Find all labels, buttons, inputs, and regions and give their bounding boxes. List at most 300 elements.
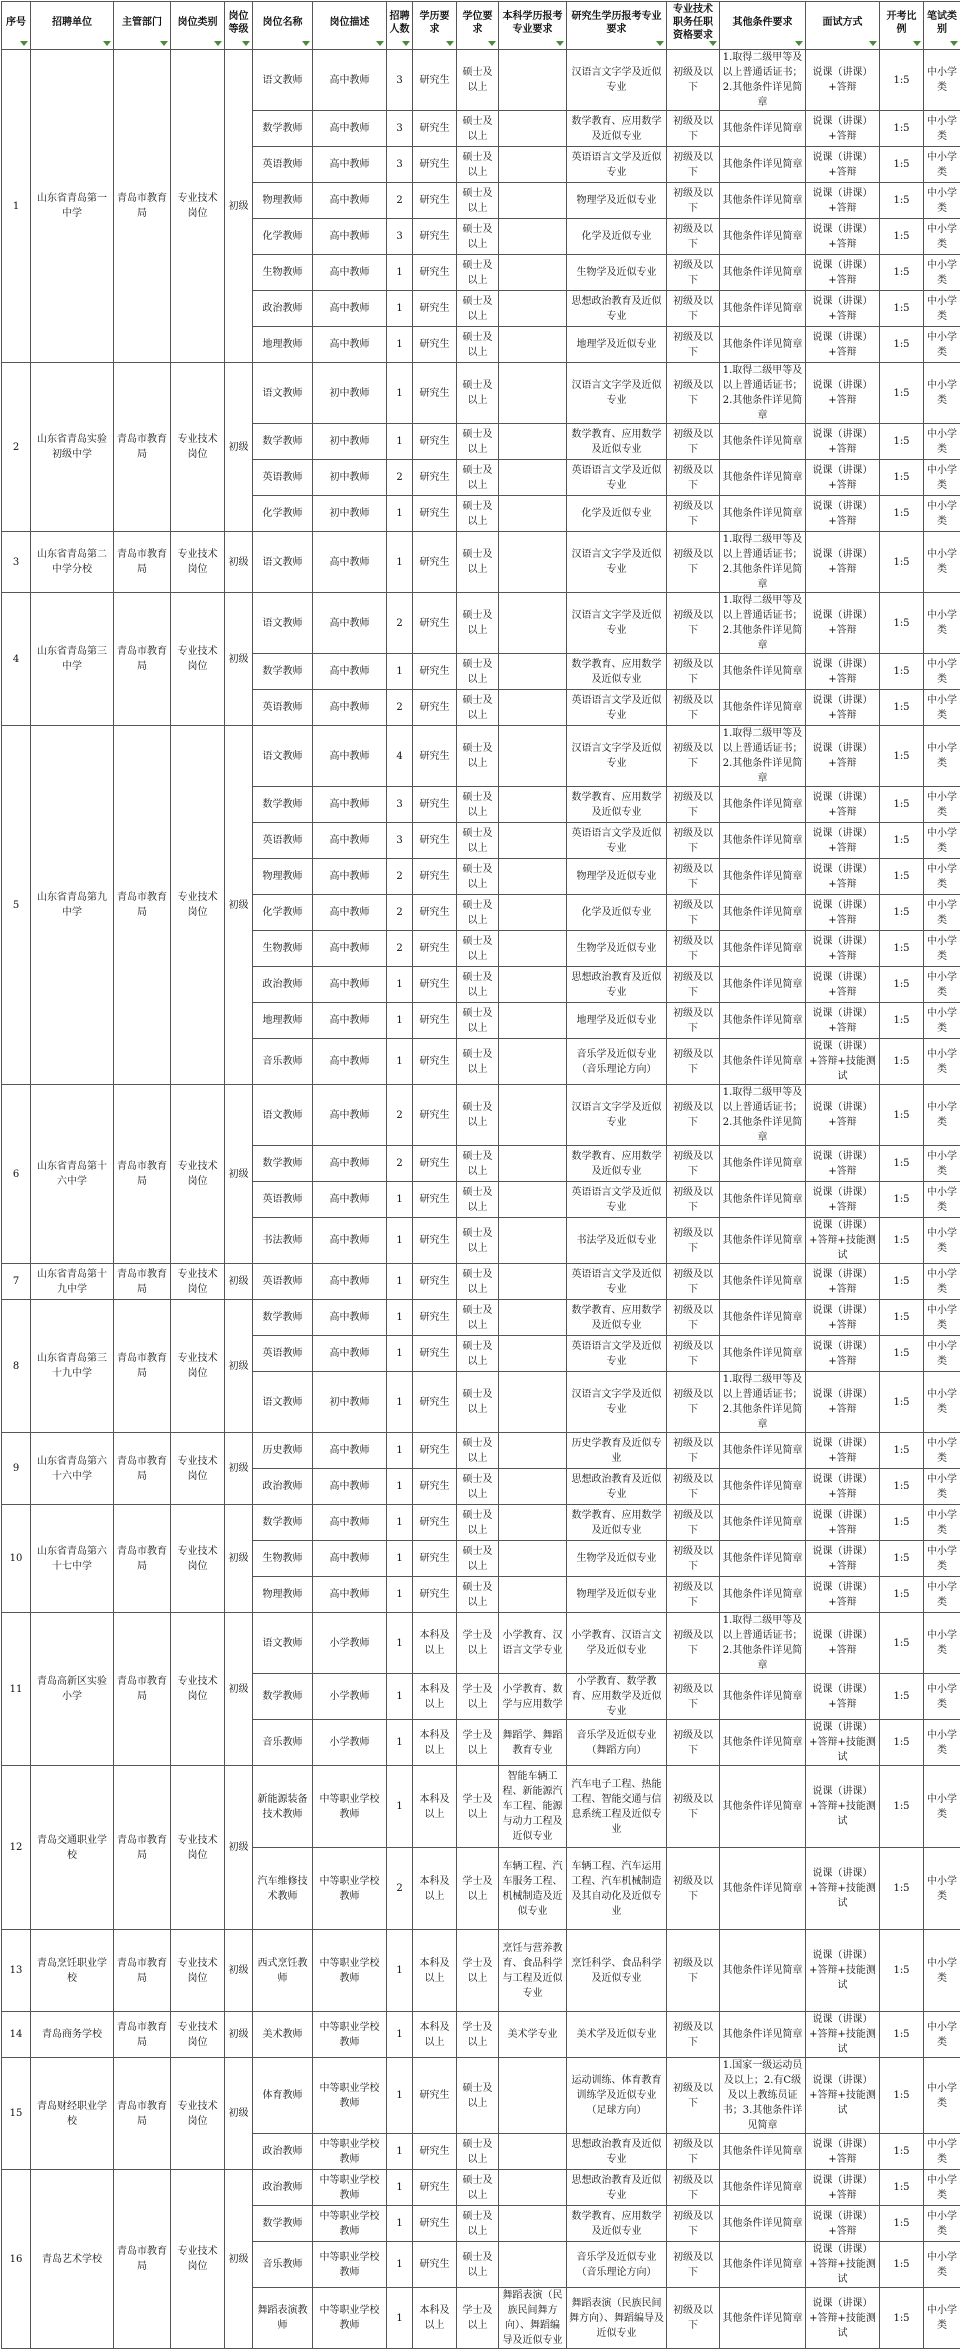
undergrad-major-cell bbox=[499, 1469, 567, 1505]
serial-no-cell: 7 bbox=[2, 1264, 31, 1300]
other-requirements-cell: 其他条件详见简章 bbox=[720, 967, 806, 1003]
exam-ratio-cell: 1:5 bbox=[880, 823, 924, 859]
degree-cell: 硕士及以上 bbox=[457, 327, 499, 363]
position-desc-cell: 高中教师 bbox=[313, 823, 387, 859]
headcount-cell: 1 bbox=[387, 424, 413, 460]
exam-ratio-cell: 1:5 bbox=[880, 2134, 924, 2170]
headcount-cell: 1 bbox=[387, 654, 413, 690]
position-level-cell: 初级 bbox=[225, 1300, 253, 1433]
position-name-cell: 历史教师 bbox=[253, 1433, 313, 1469]
postgrad-major-cell: 汉语言文字学及近似专业 bbox=[567, 50, 667, 111]
education-cell: 本科及以上 bbox=[413, 2012, 457, 2058]
exam-category-cell: 中小学类 bbox=[924, 1613, 960, 1674]
other-requirements-cell: 其他条件详见简章 bbox=[720, 931, 806, 967]
degree-cell: 硕士及以上 bbox=[457, 1182, 499, 1218]
other-requirements-cell: 1.取得二级甲等及以上普通话证书；2.其他条件详见简章 bbox=[720, 1372, 806, 1433]
position-desc-cell: 高中教师 bbox=[313, 787, 387, 823]
position-name-cell: 数学教师 bbox=[253, 424, 313, 460]
exam-ratio-cell: 1:5 bbox=[880, 1433, 924, 1469]
education-cell: 研究生 bbox=[413, 424, 457, 460]
title-requirement-cell: 初级及以下 bbox=[667, 2242, 720, 2288]
exam-ratio-cell: 1:5 bbox=[880, 1039, 924, 1085]
title-requirement-cell: 初级及以下 bbox=[667, 496, 720, 532]
position-name-cell: 语文教师 bbox=[253, 726, 313, 787]
department-cell: 青岛市教育局 bbox=[114, 726, 171, 1085]
position-desc-cell: 高中教师 bbox=[313, 1264, 387, 1300]
column-header-label: 研究生学历报考专业要求 bbox=[569, 10, 664, 42]
title-requirement-cell: 初级及以下 bbox=[667, 1372, 720, 1433]
other-requirements-cell: 其他条件详见简章 bbox=[720, 219, 806, 255]
exam-ratio-cell: 1:5 bbox=[880, 859, 924, 895]
position-name-cell: 政治教师 bbox=[253, 1469, 313, 1505]
exam-category-cell: 中小学类 bbox=[924, 111, 960, 147]
interview-method-cell: 说课（讲课）+答辩+技能测试 bbox=[806, 2288, 880, 2349]
position-desc-cell: 高中教师 bbox=[313, 1577, 387, 1613]
filter-dropdown-icon[interactable] bbox=[160, 41, 168, 46]
column-header bbox=[225, 2, 253, 50]
education-cell: 研究生 bbox=[413, 532, 457, 593]
title-requirement-cell: 初级及以下 bbox=[667, 1003, 720, 1039]
position-name-cell: 语文教师 bbox=[253, 50, 313, 111]
hiring-unit-cell: 山东省青岛第十九中学 bbox=[31, 1264, 114, 1300]
interview-method-cell: 说课（讲课）+答辩 bbox=[806, 2206, 880, 2242]
table-row bbox=[2, 1930, 960, 2012]
hiring-unit-cell: 山东省青岛第二中学分校 bbox=[31, 532, 114, 593]
headcount-cell: 1 bbox=[387, 1674, 413, 1720]
other-requirements-cell: 1.取得二级甲等及以上普通话证书；2.其他条件详见简章 bbox=[720, 50, 806, 111]
column-header-label: 开考比例 bbox=[882, 10, 921, 42]
column-header-label: 笔试类别 bbox=[926, 10, 958, 42]
headcount-cell: 1 bbox=[387, 1541, 413, 1577]
undergrad-major-cell bbox=[499, 2058, 567, 2134]
title-requirement-cell: 初级及以下 bbox=[667, 327, 720, 363]
exam-ratio-cell: 1:5 bbox=[880, 1469, 924, 1505]
position-desc-cell: 初中教师 bbox=[313, 460, 387, 496]
postgrad-major-cell: 思想政治教育及近似专业 bbox=[567, 1469, 667, 1505]
headcount-cell: 1 bbox=[387, 1577, 413, 1613]
postgrad-major-cell: 生物学及近似专业 bbox=[567, 255, 667, 291]
filter-dropdown-icon[interactable] bbox=[242, 41, 250, 46]
exam-category-cell: 中小学类 bbox=[924, 654, 960, 690]
position-desc-cell: 中等职业学校教师 bbox=[313, 2058, 387, 2134]
other-requirements-cell: 其他条件详见简章 bbox=[720, 460, 806, 496]
headcount-cell: 1 bbox=[387, 1372, 413, 1433]
headcount-cell: 1 bbox=[387, 2134, 413, 2170]
undergrad-major-cell bbox=[499, 291, 567, 327]
title-requirement-cell: 初级及以下 bbox=[667, 147, 720, 183]
serial-no-cell: 8 bbox=[2, 1300, 31, 1433]
education-cell: 研究生 bbox=[413, 2058, 457, 2134]
position-name-cell: 语文教师 bbox=[253, 532, 313, 593]
exam-ratio-cell: 1:5 bbox=[880, 1613, 924, 1674]
exam-ratio-cell: 1:5 bbox=[880, 931, 924, 967]
title-requirement-cell: 初级及以下 bbox=[667, 1720, 720, 1766]
degree-cell: 硕士及以上 bbox=[457, 2134, 499, 2170]
table-row bbox=[2, 1300, 960, 1336]
interview-method-cell: 说课（讲课）+答辩 bbox=[806, 859, 880, 895]
recruitment-table bbox=[1, 1, 960, 2349]
interview-method-cell: 说课（讲课）+答辩 bbox=[806, 1577, 880, 1613]
exam-category-cell: 中小学类 bbox=[924, 967, 960, 1003]
position-name-cell: 语文教师 bbox=[253, 1613, 313, 1674]
other-requirements-cell: 其他条件详见简章 bbox=[720, 859, 806, 895]
education-cell: 研究生 bbox=[413, 1085, 457, 1146]
title-requirement-cell: 初级及以下 bbox=[667, 291, 720, 327]
position-desc-cell: 高中教师 bbox=[313, 1146, 387, 1182]
title-requirement-cell: 初级及以下 bbox=[667, 823, 720, 859]
education-cell: 研究生 bbox=[413, 726, 457, 787]
education-cell: 研究生 bbox=[413, 496, 457, 532]
undergrad-major-cell bbox=[499, 2242, 567, 2288]
exam-category-cell: 中小学类 bbox=[924, 1146, 960, 1182]
exam-ratio-cell: 1:5 bbox=[880, 2242, 924, 2288]
headcount-cell: 1 bbox=[387, 363, 413, 424]
headcount-cell: 1 bbox=[387, 1930, 413, 2012]
filter-dropdown-icon[interactable] bbox=[20, 41, 28, 46]
hiring-unit-cell: 山东省青岛第三中学 bbox=[31, 593, 114, 726]
undergrad-major-cell bbox=[499, 1264, 567, 1300]
filter-dropdown-icon[interactable] bbox=[556, 41, 564, 46]
exam-ratio-cell: 1:5 bbox=[880, 1505, 924, 1541]
position-name-cell: 西式烹饪教师 bbox=[253, 1930, 313, 2012]
interview-method-cell: 说课（讲课）+答辩 bbox=[806, 654, 880, 690]
filter-dropdown-icon[interactable] bbox=[103, 41, 111, 46]
position-desc-cell: 小学教师 bbox=[313, 1674, 387, 1720]
exam-ratio-cell: 1:5 bbox=[880, 1766, 924, 1848]
filter-dropdown-icon[interactable] bbox=[488, 41, 496, 46]
exam-category-cell: 中小学类 bbox=[924, 1541, 960, 1577]
position-level-cell: 初级 bbox=[225, 2170, 253, 2349]
interview-method-cell: 说课（讲课）+答辩 bbox=[806, 50, 880, 111]
position-desc-cell: 中等职业学校教师 bbox=[313, 2170, 387, 2206]
title-requirement-cell: 初级及以下 bbox=[667, 532, 720, 593]
exam-category-cell: 中小学类 bbox=[924, 2134, 960, 2170]
title-requirement-cell: 初级及以下 bbox=[667, 1182, 720, 1218]
exam-category-cell: 中小学类 bbox=[924, 1433, 960, 1469]
degree-cell: 硕士及以上 bbox=[457, 1433, 499, 1469]
exam-category-cell: 中小学类 bbox=[924, 2170, 960, 2206]
undergrad-major-cell bbox=[499, 1182, 567, 1218]
position-desc-cell: 中等职业学校教师 bbox=[313, 2206, 387, 2242]
hiring-unit-cell: 山东省青岛第九中学 bbox=[31, 726, 114, 1085]
exam-category-cell: 中小学类 bbox=[924, 219, 960, 255]
postgrad-major-cell: 英语语言文学及近似专业 bbox=[567, 690, 667, 726]
column-header bbox=[567, 2, 667, 50]
serial-no-cell: 10 bbox=[2, 1505, 31, 1613]
position-level-cell: 初级 bbox=[225, 2012, 253, 2058]
undergrad-major-cell bbox=[499, 2170, 567, 2206]
headcount-cell: 2 bbox=[387, 460, 413, 496]
position-name-cell: 政治教师 bbox=[253, 2170, 313, 2206]
education-cell: 研究生 bbox=[413, 1146, 457, 1182]
degree-cell: 硕士及以上 bbox=[457, 255, 499, 291]
interview-method-cell: 说课（讲课）+答辩+技能测试 bbox=[806, 1930, 880, 2012]
interview-method-cell: 说课（讲课）+答辩 bbox=[806, 496, 880, 532]
exam-ratio-cell: 1:5 bbox=[880, 50, 924, 111]
position-level-cell: 初级 bbox=[225, 1264, 253, 1300]
position-category-cell: 专业技术岗位 bbox=[171, 1433, 225, 1505]
undergrad-major-cell bbox=[499, 895, 567, 931]
exam-category-cell: 中小学类 bbox=[924, 1930, 960, 2012]
title-requirement-cell: 初级及以下 bbox=[667, 1433, 720, 1469]
position-desc-cell: 高中教师 bbox=[313, 147, 387, 183]
interview-method-cell: 说课（讲课）+答辩 bbox=[806, 460, 880, 496]
exam-category-cell: 中小学类 bbox=[924, 787, 960, 823]
postgrad-major-cell: 烹饪科学、食品科学及近似专业 bbox=[567, 1930, 667, 2012]
undergrad-major-cell bbox=[499, 363, 567, 424]
filter-dropdown-icon[interactable] bbox=[709, 41, 717, 46]
filter-dropdown-icon[interactable] bbox=[795, 41, 803, 46]
degree-cell: 硕士及以上 bbox=[457, 532, 499, 593]
position-level-cell: 初级 bbox=[225, 1085, 253, 1264]
headcount-cell: 1 bbox=[387, 255, 413, 291]
undergrad-major-cell bbox=[499, 1039, 567, 1085]
undergrad-major-cell: 智能车辆工程、新能源汽车工程、能源与动力工程及近似专业 bbox=[499, 1766, 567, 1848]
headcount-cell: 2 bbox=[387, 690, 413, 726]
interview-method-cell: 说课（讲课）+答辩 bbox=[806, 1003, 880, 1039]
undergrad-major-cell bbox=[499, 654, 567, 690]
other-requirements-cell: 其他条件详见简章 bbox=[720, 1218, 806, 1264]
interview-method-cell: 说课（讲课）+答辩 bbox=[806, 219, 880, 255]
education-cell: 本科及以上 bbox=[413, 1766, 457, 1848]
postgrad-major-cell: 物理学及近似专业 bbox=[567, 1577, 667, 1613]
education-cell: 研究生 bbox=[413, 967, 457, 1003]
title-requirement-cell: 初级及以下 bbox=[667, 1505, 720, 1541]
degree-cell: 硕士及以上 bbox=[457, 2170, 499, 2206]
serial-no-cell: 6 bbox=[2, 1085, 31, 1264]
serial-no-cell: 3 bbox=[2, 532, 31, 593]
education-cell: 研究生 bbox=[413, 1264, 457, 1300]
filter-dropdown-icon[interactable] bbox=[950, 41, 958, 46]
degree-cell: 硕士及以上 bbox=[457, 726, 499, 787]
title-requirement-cell: 初级及以下 bbox=[667, 859, 720, 895]
exam-ratio-cell: 1:5 bbox=[880, 183, 924, 219]
undergrad-major-cell bbox=[499, 1146, 567, 1182]
degree-cell: 学士及以上 bbox=[457, 1720, 499, 1766]
position-name-cell: 化学教师 bbox=[253, 496, 313, 532]
hiring-unit-cell: 青岛商务学校 bbox=[31, 2012, 114, 2058]
title-requirement-cell: 初级及以下 bbox=[667, 2058, 720, 2134]
exam-ratio-cell: 1:5 bbox=[880, 496, 924, 532]
other-requirements-cell: 其他条件详见简章 bbox=[720, 1003, 806, 1039]
education-cell: 研究生 bbox=[413, 255, 457, 291]
position-name-cell: 物理教师 bbox=[253, 183, 313, 219]
postgrad-major-cell: 数学教育、应用数学及近似专业 bbox=[567, 2206, 667, 2242]
postgrad-major-cell: 数学教育、应用数学及近似专业 bbox=[567, 424, 667, 460]
column-header-label: 招聘人数 bbox=[389, 10, 410, 42]
headcount-cell: 2 bbox=[387, 183, 413, 219]
postgrad-major-cell: 车辆工程、汽车运用工程、汽车机械制造及其自动化及近似专业 bbox=[567, 1848, 667, 1930]
column-header bbox=[880, 2, 924, 50]
filter-dropdown-icon[interactable] bbox=[214, 41, 222, 46]
hiring-unit-cell: 山东省青岛第三十九中学 bbox=[31, 1300, 114, 1433]
undergrad-major-cell bbox=[499, 726, 567, 787]
headcount-cell: 1 bbox=[387, 291, 413, 327]
filter-dropdown-icon[interactable] bbox=[656, 41, 664, 46]
serial-no-cell: 16 bbox=[2, 2170, 31, 2349]
other-requirements-cell: 其他条件详见简章 bbox=[720, 327, 806, 363]
undergrad-major-cell bbox=[499, 532, 567, 593]
filter-dropdown-icon[interactable] bbox=[446, 41, 454, 46]
table-row bbox=[2, 363, 960, 424]
title-requirement-cell: 初级及以下 bbox=[667, 1766, 720, 1848]
education-cell: 本科及以上 bbox=[413, 1613, 457, 1674]
table-row bbox=[2, 1613, 960, 1674]
exam-category-cell: 中小学类 bbox=[924, 460, 960, 496]
filter-dropdown-icon[interactable] bbox=[402, 41, 410, 46]
other-requirements-cell: 其他条件详见简章 bbox=[720, 1848, 806, 1930]
postgrad-major-cell: 数学教育、应用数学及近似专业 bbox=[567, 111, 667, 147]
filter-dropdown-icon[interactable] bbox=[302, 41, 310, 46]
exam-ratio-cell: 1:5 bbox=[880, 1541, 924, 1577]
degree-cell: 硕士及以上 bbox=[457, 654, 499, 690]
column-header bbox=[924, 2, 960, 50]
title-requirement-cell: 初级及以下 bbox=[667, 726, 720, 787]
degree-cell: 硕士及以上 bbox=[457, 496, 499, 532]
exam-category-cell: 中小学类 bbox=[924, 895, 960, 931]
title-requirement-cell: 初级及以下 bbox=[667, 654, 720, 690]
undergrad-major-cell bbox=[499, 424, 567, 460]
undergrad-major-cell bbox=[499, 147, 567, 183]
exam-category-cell: 中小学类 bbox=[924, 147, 960, 183]
hiring-unit-cell: 青岛交通职业学校 bbox=[31, 1766, 114, 1930]
exam-category-cell: 中小学类 bbox=[924, 2058, 960, 2134]
position-level-cell: 初级 bbox=[225, 593, 253, 726]
headcount-cell: 1 bbox=[387, 1218, 413, 1264]
exam-ratio-cell: 1:5 bbox=[880, 1577, 924, 1613]
position-name-cell: 物理教师 bbox=[253, 1577, 313, 1613]
undergrad-major-cell bbox=[499, 823, 567, 859]
headcount-cell: 1 bbox=[387, 2206, 413, 2242]
table-row bbox=[2, 1433, 960, 1469]
interview-method-cell: 说课（讲课）+答辩 bbox=[806, 327, 880, 363]
position-name-cell: 新能源装备技术教师 bbox=[253, 1766, 313, 1848]
headcount-cell: 1 bbox=[387, 1613, 413, 1674]
exam-ratio-cell: 1:5 bbox=[880, 327, 924, 363]
degree-cell: 硕士及以上 bbox=[457, 183, 499, 219]
undergrad-major-cell bbox=[499, 593, 567, 654]
other-requirements-cell: 其他条件详见简章 bbox=[720, 147, 806, 183]
column-header bbox=[114, 2, 171, 50]
exam-ratio-cell: 1:5 bbox=[880, 895, 924, 931]
degree-cell: 硕士及以上 bbox=[457, 147, 499, 183]
position-desc-cell: 中等职业学校教师 bbox=[313, 2242, 387, 2288]
position-desc-cell: 高中教师 bbox=[313, 291, 387, 327]
education-cell: 研究生 bbox=[413, 1182, 457, 1218]
position-desc-cell: 中等职业学校教师 bbox=[313, 2134, 387, 2170]
headcount-cell: 3 bbox=[387, 111, 413, 147]
position-desc-cell: 初中教师 bbox=[313, 496, 387, 532]
other-requirements-cell: 其他条件详见简章 bbox=[720, 1146, 806, 1182]
filter-dropdown-icon[interactable] bbox=[376, 41, 384, 46]
interview-method-cell: 说课（讲课）+答辩+技能测试 bbox=[806, 1720, 880, 1766]
undergrad-major-cell bbox=[499, 50, 567, 111]
postgrad-major-cell: 音乐学及近似专业（音乐理论方向） bbox=[567, 1039, 667, 1085]
postgrad-major-cell: 地理学及近似专业 bbox=[567, 1003, 667, 1039]
interview-method-cell: 说课（讲课）+答辩 bbox=[806, 1085, 880, 1146]
postgrad-major-cell: 数学教育、应用数学及近似专业 bbox=[567, 787, 667, 823]
interview-method-cell: 说课（讲课）+答辩 bbox=[806, 255, 880, 291]
other-requirements-cell: 其他条件详见简章 bbox=[720, 2134, 806, 2170]
postgrad-major-cell: 物理学及近似专业 bbox=[567, 859, 667, 895]
position-desc-cell: 初中教师 bbox=[313, 363, 387, 424]
department-cell: 青岛市教育局 bbox=[114, 2012, 171, 2058]
position-level-cell: 初级 bbox=[225, 532, 253, 593]
exam-category-cell: 中小学类 bbox=[924, 1848, 960, 1930]
interview-method-cell: 说课（讲课）+答辩 bbox=[806, 1300, 880, 1336]
education-cell: 研究生 bbox=[413, 327, 457, 363]
exam-ratio-cell: 1:5 bbox=[880, 2058, 924, 2134]
other-requirements-cell: 其他条件详见简章 bbox=[720, 787, 806, 823]
postgrad-major-cell: 思想政治教育及近似专业 bbox=[567, 2170, 667, 2206]
postgrad-major-cell: 运动训练、体育教育训练学及近似专业（足球方向） bbox=[567, 2058, 667, 2134]
title-requirement-cell: 初级及以下 bbox=[667, 1336, 720, 1372]
position-desc-cell: 小学教师 bbox=[313, 1720, 387, 1766]
position-level-cell: 初级 bbox=[225, 50, 253, 363]
serial-no-cell: 5 bbox=[2, 726, 31, 1085]
position-level-cell: 初级 bbox=[225, 2058, 253, 2170]
position-name-cell: 数学教师 bbox=[253, 111, 313, 147]
interview-method-cell: 说课（讲课）+答辩 bbox=[806, 690, 880, 726]
degree-cell: 硕士及以上 bbox=[457, 1336, 499, 1372]
exam-category-cell: 中小学类 bbox=[924, 690, 960, 726]
exam-category-cell: 中小学类 bbox=[924, 1003, 960, 1039]
other-requirements-cell: 其他条件详见简章 bbox=[720, 1469, 806, 1505]
exam-ratio-cell: 1:5 bbox=[880, 424, 924, 460]
title-requirement-cell: 初级及以下 bbox=[667, 1300, 720, 1336]
degree-cell: 硕士及以上 bbox=[457, 1469, 499, 1505]
undergrad-major-cell bbox=[499, 183, 567, 219]
position-name-cell: 生物教师 bbox=[253, 255, 313, 291]
degree-cell: 硕士及以上 bbox=[457, 50, 499, 111]
postgrad-major-cell: 化学及近似专业 bbox=[567, 496, 667, 532]
exam-category-cell: 中小学类 bbox=[924, 1182, 960, 1218]
position-category-cell: 专业技术岗位 bbox=[171, 50, 225, 363]
postgrad-major-cell: 汉语言文字学及近似专业 bbox=[567, 532, 667, 593]
headcount-cell: 1 bbox=[387, 1336, 413, 1372]
position-category-cell: 专业技术岗位 bbox=[171, 1300, 225, 1433]
position-desc-cell: 高中教师 bbox=[313, 895, 387, 931]
department-cell: 青岛市教育局 bbox=[114, 363, 171, 532]
degree-cell: 学士及以上 bbox=[457, 1766, 499, 1848]
filter-dropdown-icon[interactable] bbox=[869, 41, 877, 46]
other-requirements-cell: 其他条件详见简章 bbox=[720, 2170, 806, 2206]
education-cell: 研究生 bbox=[413, 1336, 457, 1372]
undergrad-major-cell bbox=[499, 255, 567, 291]
column-header-label: 岗位描述 bbox=[315, 16, 384, 35]
exam-ratio-cell: 1:5 bbox=[880, 726, 924, 787]
hiring-unit-cell: 山东省青岛第六十七中学 bbox=[31, 1505, 114, 1613]
exam-category-cell: 中小学类 bbox=[924, 1218, 960, 1264]
position-name-cell: 英语教师 bbox=[253, 690, 313, 726]
education-cell: 研究生 bbox=[413, 147, 457, 183]
interview-method-cell: 说课（讲课）+答辩 bbox=[806, 1613, 880, 1674]
interview-method-cell: 说课（讲课）+答辩 bbox=[806, 1469, 880, 1505]
department-cell: 青岛市教育局 bbox=[114, 1930, 171, 2012]
position-name-cell: 英语教师 bbox=[253, 1336, 313, 1372]
hiring-unit-cell: 山东省青岛实验初级中学 bbox=[31, 363, 114, 532]
interview-method-cell: 说课（讲课）+答辩 bbox=[806, 291, 880, 327]
hiring-unit-cell: 青岛高新区实验小学 bbox=[31, 1613, 114, 1766]
filter-dropdown-icon[interactable] bbox=[913, 41, 921, 46]
title-requirement-cell: 初级及以下 bbox=[667, 255, 720, 291]
postgrad-major-cell: 音乐学及近似专业（音乐理论方向） bbox=[567, 2242, 667, 2288]
interview-method-cell: 说课（讲课）+答辩 bbox=[806, 1505, 880, 1541]
undergrad-major-cell: 舞蹈表演（民族民间舞方向）、舞蹈编导及近似专业 bbox=[499, 2288, 567, 2349]
other-requirements-cell: 1.取得二级甲等及以上普通话证书；2.其他条件详见简章 bbox=[720, 532, 806, 593]
position-desc-cell: 高中教师 bbox=[313, 690, 387, 726]
position-name-cell: 数学教师 bbox=[253, 787, 313, 823]
